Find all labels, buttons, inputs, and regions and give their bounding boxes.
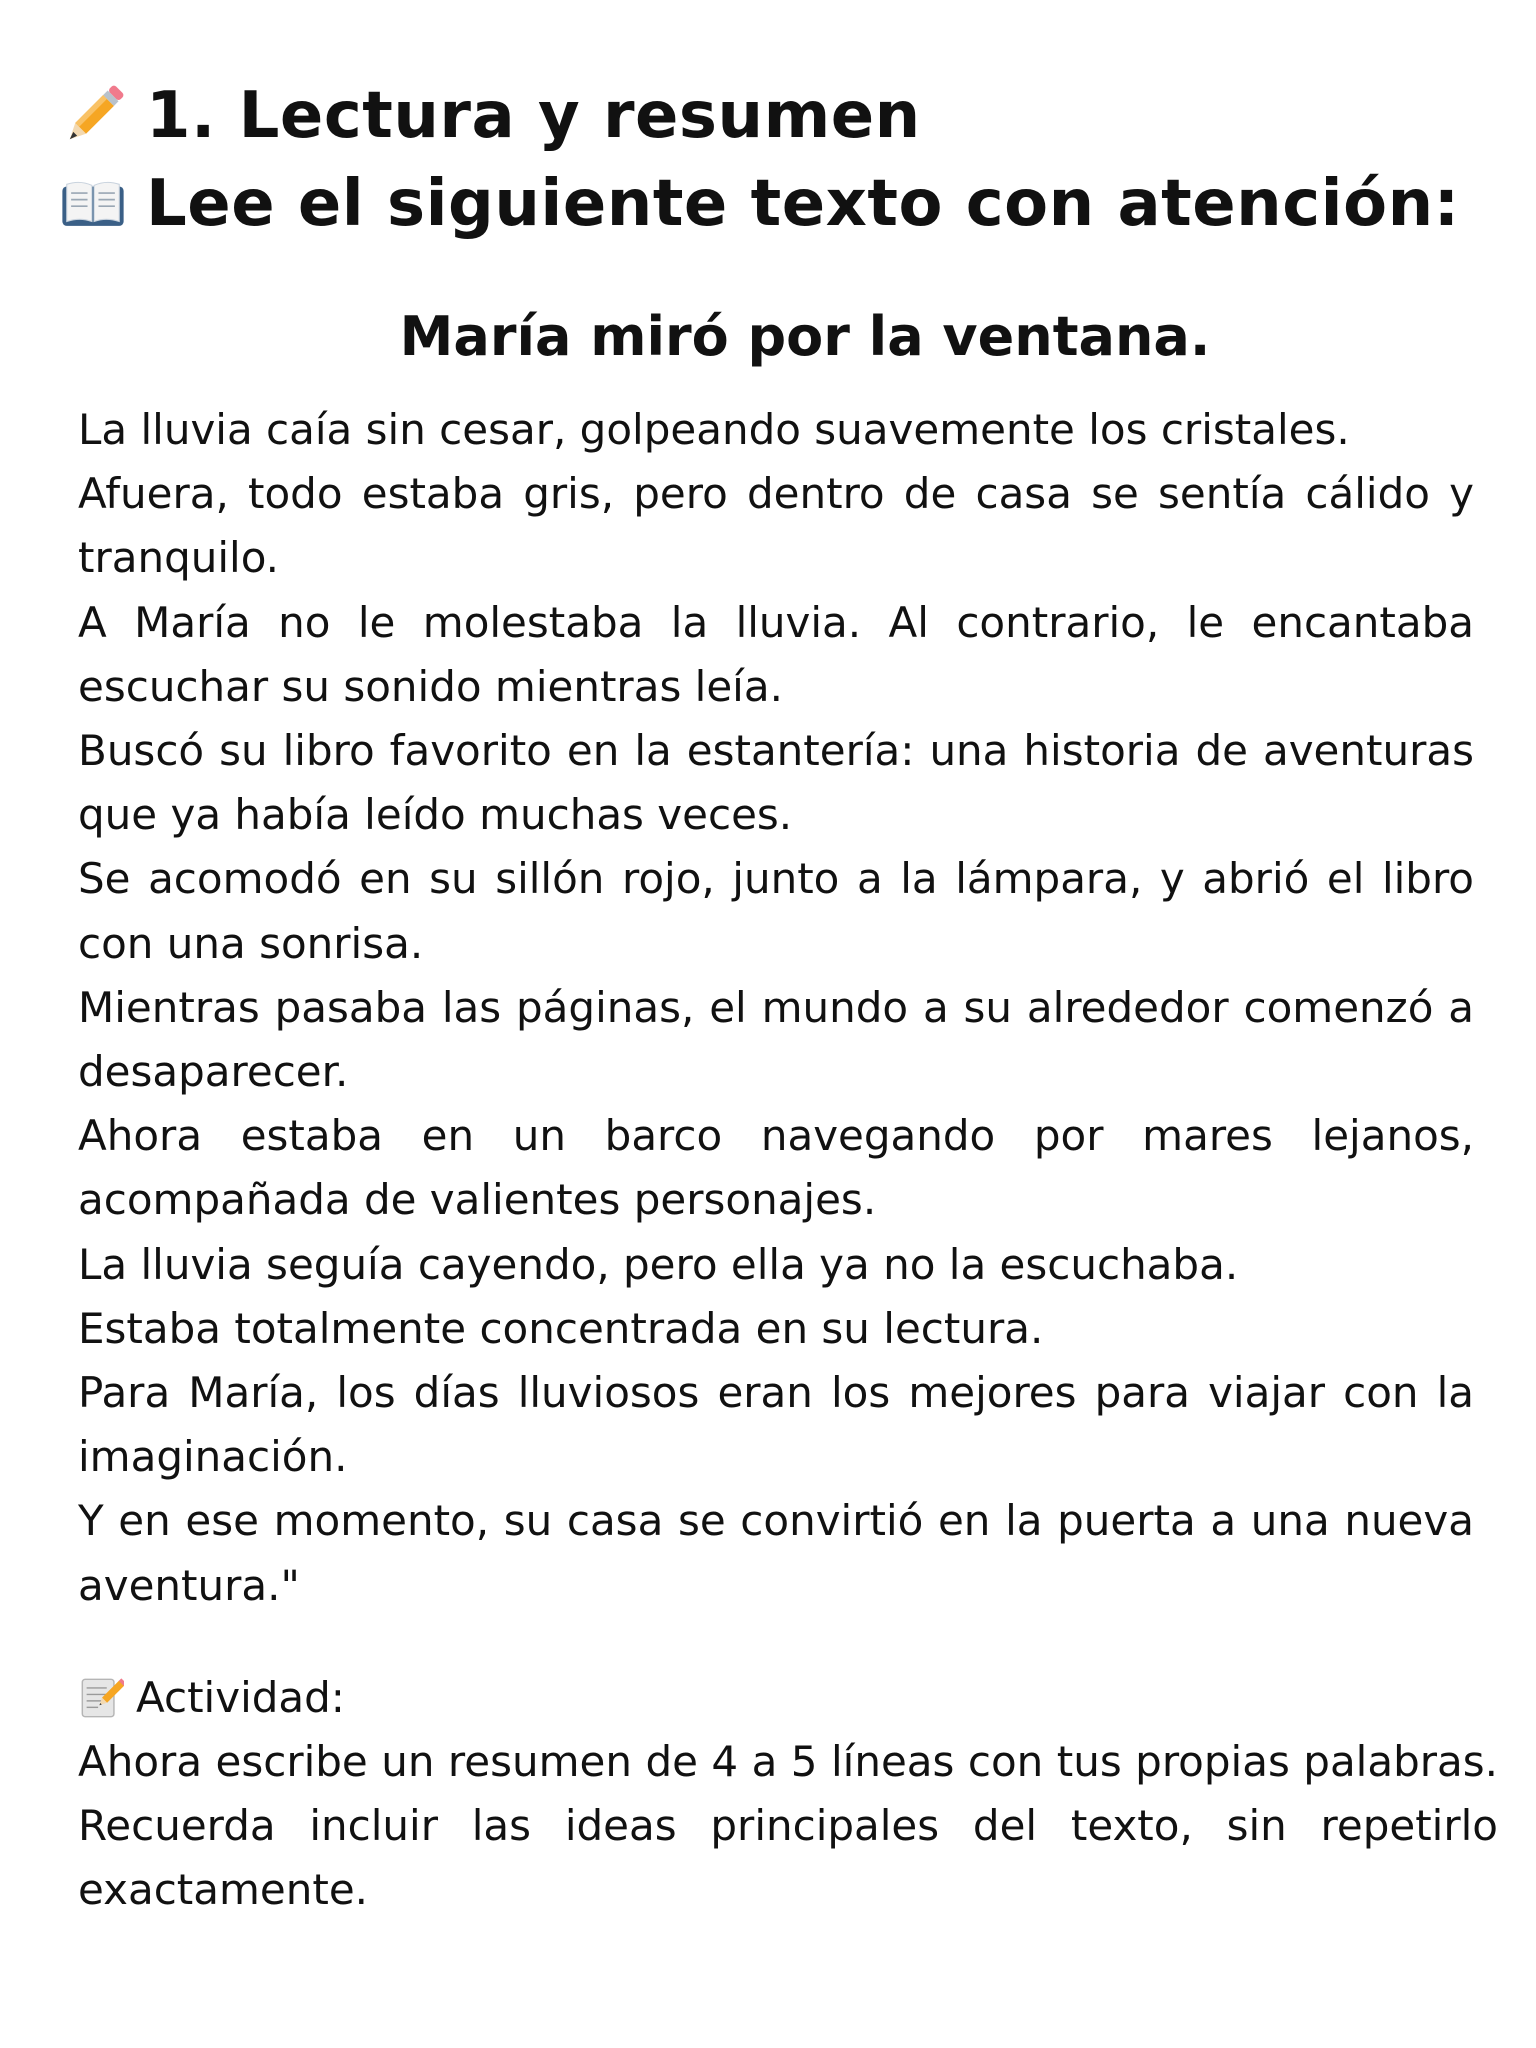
memo-icon	[78, 1675, 124, 1721]
instruction-heading-text: Lee el siguiente texto con atención:	[146, 167, 1460, 241]
activity-section	[78, 1666, 1498, 1922]
story-paragraph: La lluvia caía sin cesar, golpeando suavemente los cristales.	[78, 405, 1350, 454]
activity-label: Actividad:	[136, 1673, 345, 1722]
story-paragraph: A María no le molestaba la lluvia. Al contrario, le encantaba escuchar su sonido mientras leía.	[78, 597, 1474, 711]
story-body	[78, 398, 1474, 1618]
story-paragraph: Mientras pasaba las páginas, el mundo a su alrededor comenzó a desaparecer.	[78, 982, 1474, 1097]
story-paragraph: Estaba totalmente concentrada en su lectura.	[78, 1303, 1044, 1353]
worksheet-header	[58, 72, 1498, 248]
story-paragraph: Buscó su libro favorito en la estantería: una historia de aventuras que ya había leído muchas veces.	[78, 726, 1474, 840]
activity-instructions: Ahora escribe un resumen de 4 a 5 líneas con tus propias palabras. Recuerda incluir las ideas principales del texto, sin repetirlo exactamente.	[78, 1737, 1498, 1914]
story-paragraph: La lluvia seguía cayendo, pero ella ya no la escuchaba.	[78, 1239, 1239, 1289]
story-paragraph: Ahora estaba en un barco navegando por mares lejanos, acompañada de valientes personajes.	[78, 1111, 1474, 1225]
instruction-heading	[58, 160, 1498, 248]
section-heading	[58, 72, 1498, 160]
story-paragraph: Para María, los días lluviosos eran los mejores para viajar con la imaginación.	[78, 1368, 1474, 1482]
story-title: María miró por la ventana.	[399, 305, 1211, 368]
story-paragraph: Afuera, todo estaba gris, pero dentro de casa se sentía cálido y tranquilo.	[78, 469, 1474, 583]
story-paragraph: Y en ese momento, su casa se convirtió en la puerta a una nueva aventura."	[78, 1496, 1474, 1610]
section-heading-text: 1. Lectura y resumen	[146, 79, 921, 153]
open-book-icon	[58, 169, 128, 239]
story-paragraph: Se acomodó en su sillón rojo, junto a la lámpara, y abrió el libro con una sonrisa.	[78, 854, 1474, 968]
pencil-icon	[58, 81, 128, 151]
activity-heading	[78, 1666, 1498, 1730]
